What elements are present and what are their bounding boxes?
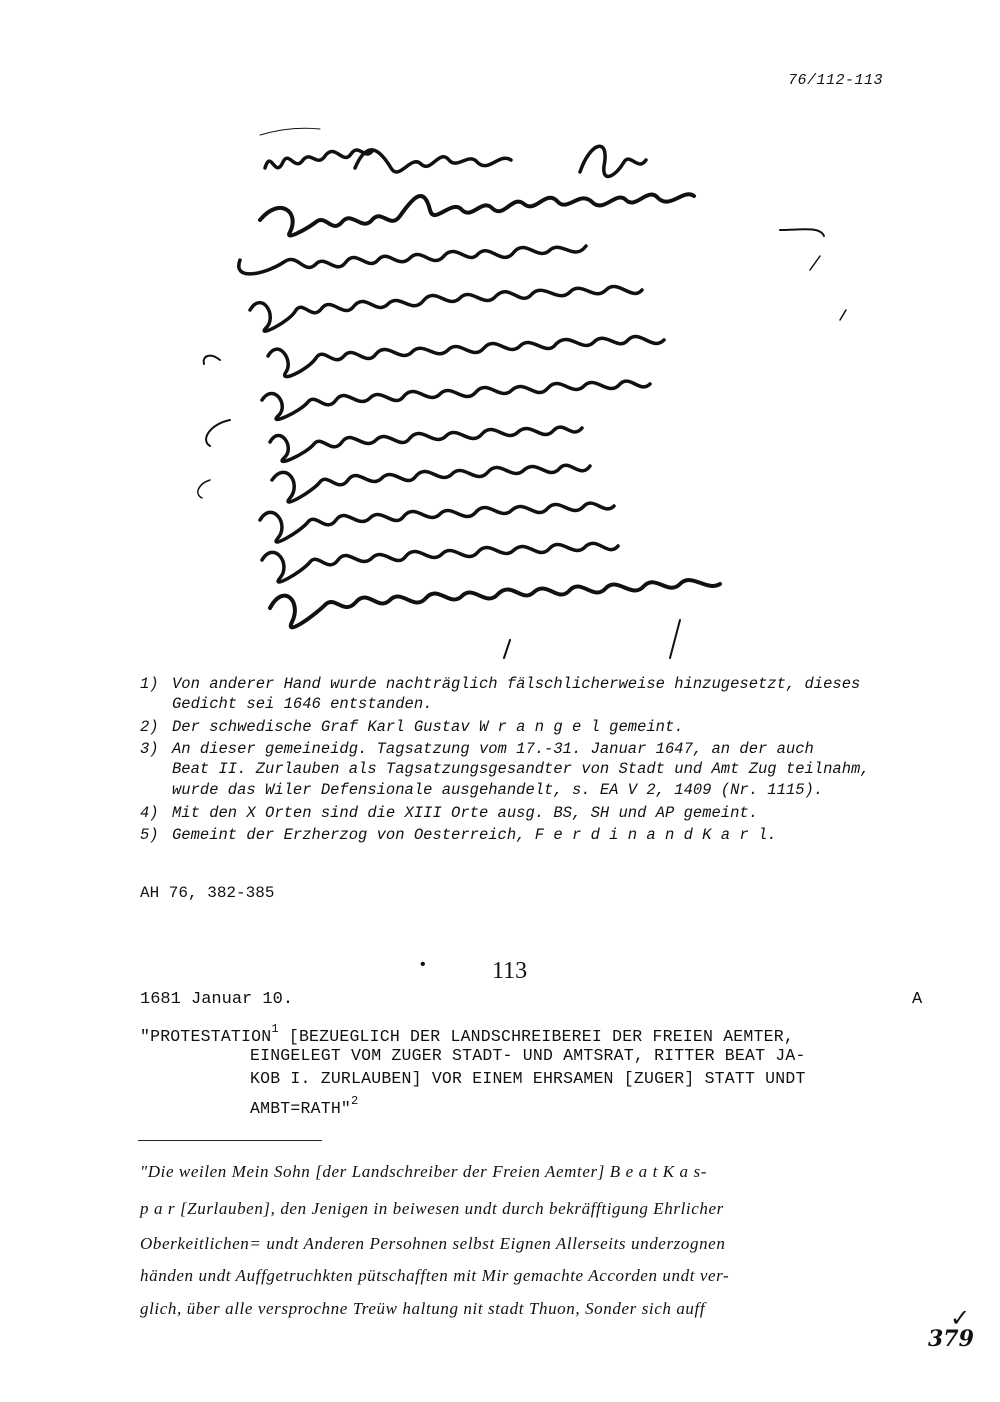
footnote-number: 2) [140, 718, 159, 736]
folio-number: 379 [928, 1326, 974, 1352]
footnote-number: 3) [140, 740, 159, 758]
footnote-marker: 1 [271, 1022, 279, 1036]
quote-line-3: Oberkeitlichen= undt Anderen Persohnen selbst Eignen Allerseits underzognen [140, 1234, 726, 1253]
document-number: 113 [492, 958, 528, 984]
separator-line [138, 1140, 322, 1141]
heading-line-1 [140, 1022, 794, 1046]
footnote-1-continuation: Gedicht sei 1646 entstanden. [172, 695, 433, 713]
quote-line-2: p a r [Zurlauben], den Jenigen in beiwesen undt durch bekräfftigung Ehrlicher [140, 1199, 724, 1218]
heading-text: [BEZUEGLICH DER LANDSCHREIBEREI DER FREIEN AEMTER, [278, 1027, 794, 1046]
footnote-text: Mit den X Orten sind die XIII Orte ausg. BS, SH und AP gemeint. [172, 804, 758, 822]
footnote-number: 4) [140, 804, 159, 822]
footnote-number: 5) [140, 826, 159, 844]
footnote-text: An dieser gemeineidg. Tagsatzung vom 17.-31. Januar 1647, an der auch [172, 740, 814, 758]
heading-line-3: KOB I. ZURLAUBEN] VOR EINEM EHRSAMEN [ZUGER] STATT UNDT [250, 1069, 806, 1088]
footnote-3-continuation: Beat II. Zurlauben als Tagsatzungsgesandter von Stadt und Amt Zug teilnahm, [172, 760, 870, 778]
page-reference: 76/112-113 [788, 72, 884, 89]
heading-line-2: EINGELEGT VOM ZUGER STADT- UND AMTSRAT, RITTER BEAT JA- [250, 1046, 806, 1065]
quote-line-5: glich, über alle versprochne Treüw haltung nit stadt Thuon, Sonder sich auff [140, 1299, 706, 1318]
quote-line-4: händen undt Auffgetruchkten pütschafften mit Mir gemachte Accorden undt ver- [140, 1266, 730, 1285]
document-class: A [912, 990, 923, 1009]
heading-line-4 [250, 1094, 358, 1118]
footnote-3 [140, 739, 814, 760]
archive-reference: AH 76, 382-385 [140, 884, 275, 902]
bullet-mark: • [418, 956, 428, 974]
footnote-text: Von anderer Hand wurde nachträglich fälschlicherweise hinzugesetzt, dieses [172, 675, 861, 693]
footnote-text: Der schwedische Graf Karl Gustav W r a n g e l gemeint. [172, 718, 684, 736]
footnote-number: 1) [140, 675, 159, 693]
heading-text: "PROTESTATION [140, 1027, 272, 1046]
footnote-5 [140, 825, 777, 846]
footnote-2 [140, 717, 684, 738]
footnote-3-continuation: wurde das Wiler Defensionale ausgehandelt, s. EA V 2, 1409 (Nr. 1115). [172, 781, 824, 799]
heading-text: AMBT=RATH" [250, 1099, 352, 1118]
check-mark: ✓ [950, 1304, 971, 1332]
handwritten-manuscript-image [180, 120, 900, 660]
footnote-4 [140, 803, 758, 824]
footnote-text: Gemeint der Erzherzog von Oesterreich, F e r d i n a n d K a r l. [172, 826, 777, 844]
footnote-1 [140, 674, 860, 695]
document-date: 1681 Januar 10. [140, 990, 294, 1009]
quote-line-1: "Die weilen Mein Sohn [der Landschreiber der Freien Aemter] B e a t K a s- [140, 1162, 707, 1181]
footnote-marker: 2 [351, 1094, 359, 1108]
